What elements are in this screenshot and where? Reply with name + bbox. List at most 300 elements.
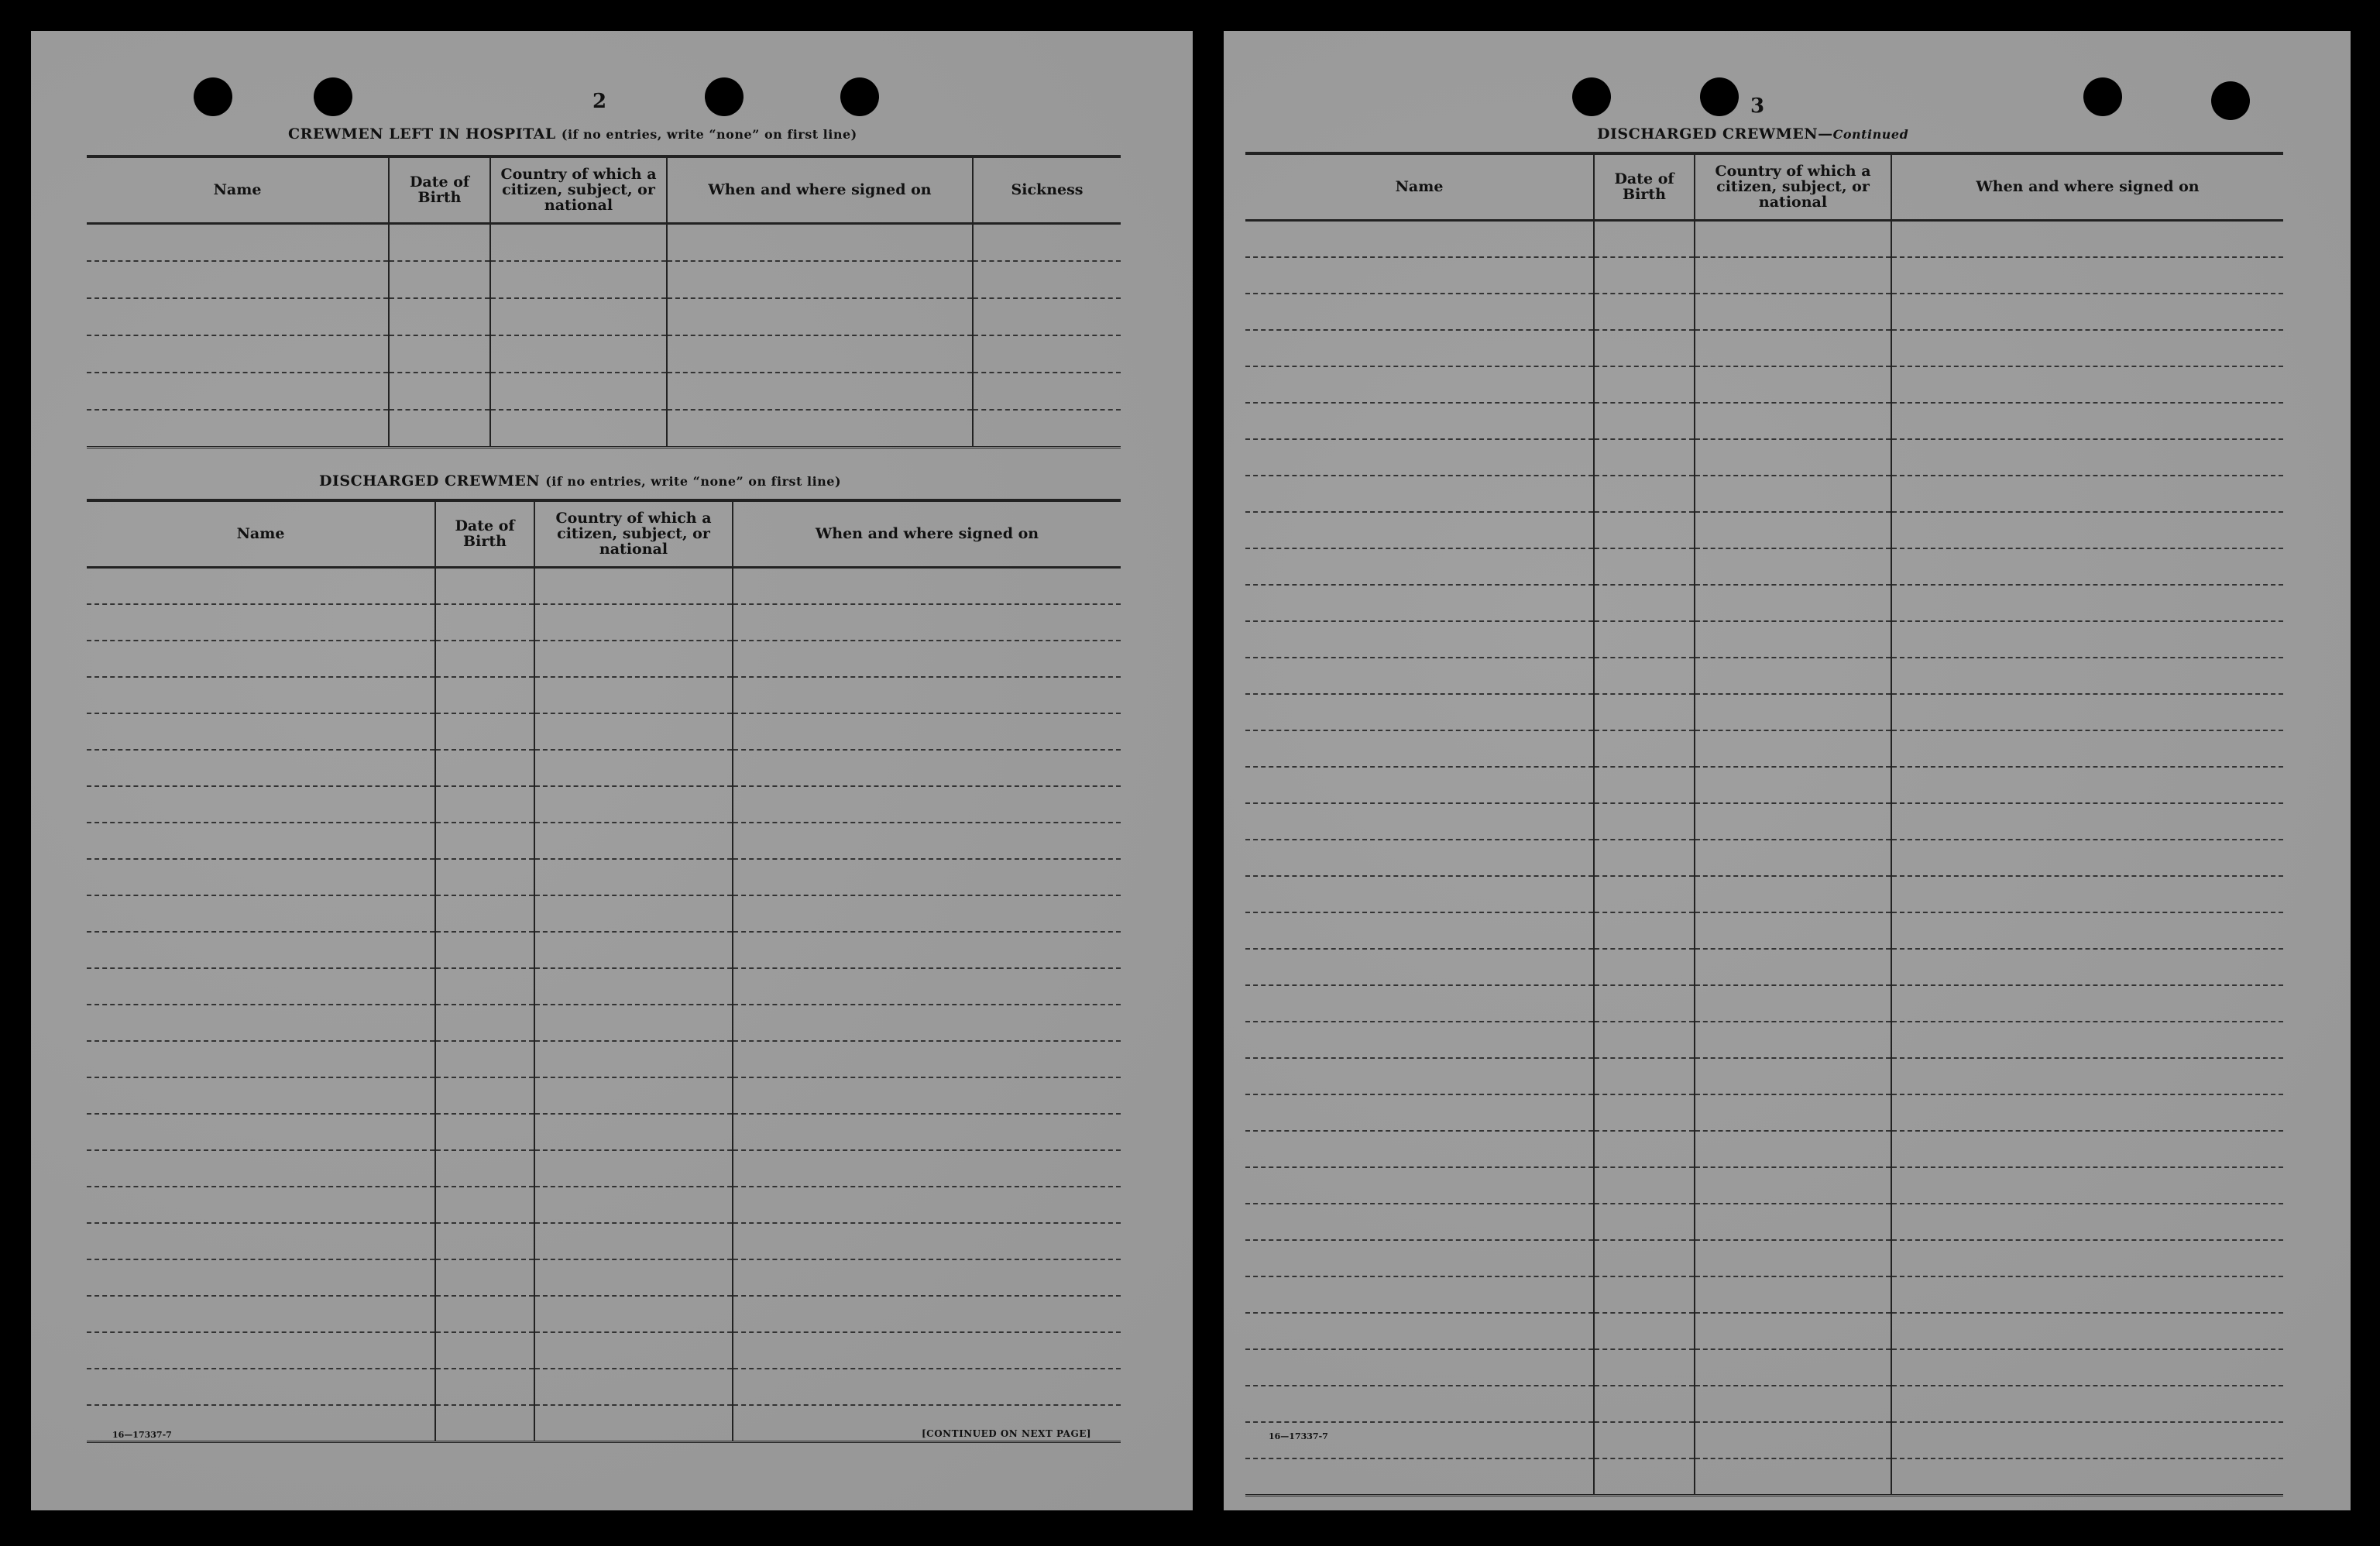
- blank-entry-row: [1245, 1167, 2283, 1204]
- blank-entry-cell: [389, 261, 490, 298]
- blank-entry-row: [1245, 548, 2283, 585]
- blank-entry-row: [87, 1114, 1121, 1150]
- blank-entry-cell: [1695, 548, 1891, 585]
- blank-entry-cell: [1594, 912, 1695, 949]
- punch-hole: [1700, 77, 1739, 116]
- blank-entry-cell: [733, 1223, 1121, 1259]
- blank-entry-row: [1245, 257, 2283, 294]
- blank-entry-row: [87, 1077, 1121, 1114]
- blank-entry-cell: [1695, 840, 1891, 876]
- punch-hole: [2083, 77, 2122, 116]
- blank-entry-cell: [87, 968, 435, 1005]
- form-code: 16—17337-7: [112, 1430, 172, 1440]
- blank-entry-cell: [1245, 548, 1594, 585]
- blank-entry-row: [1245, 1240, 2283, 1276]
- blank-entry-row: [87, 335, 1121, 373]
- blank-entry-cell: [1891, 658, 2283, 694]
- blank-entry-cell: [733, 604, 1121, 641]
- blank-entry-cell: [87, 1369, 435, 1405]
- blank-entry-cell: [1891, 1349, 2283, 1386]
- blank-entry-cell: [389, 298, 490, 335]
- blank-entry-cell: [435, 1041, 534, 1077]
- blank-entry-cell: [490, 261, 667, 298]
- blank-entry-cell: [87, 823, 435, 859]
- blank-entry-row: [1245, 840, 2283, 876]
- blank-entry-cell: [1245, 1094, 1594, 1131]
- blank-entry-cell: [1695, 294, 1891, 330]
- blank-entry-cell: [1695, 512, 1891, 548]
- blank-entry-cell: [1695, 476, 1891, 512]
- discharged-continued-table: [1245, 152, 2283, 1496]
- blank-entry-cell: [1695, 730, 1891, 767]
- blank-entry-cell: [534, 604, 733, 641]
- blank-entry-cell: [1594, 840, 1695, 876]
- blank-entry-cell: [534, 932, 733, 968]
- blank-entry-cell: [87, 1223, 435, 1259]
- column-header-signed-on: When and where signed on: [1891, 153, 2283, 220]
- blank-entry-cell: [435, 1405, 534, 1442]
- blank-entry-cell: [87, 298, 389, 335]
- column-header-country: Country of which a citizen, subject, or national: [534, 500, 733, 567]
- blank-entry-row: [87, 604, 1121, 641]
- blank-entry-row: [1245, 220, 2283, 257]
- blank-entry-cell: [1594, 1204, 1695, 1240]
- column-header-name: Name: [1245, 153, 1594, 220]
- blank-entry-cell: [1695, 985, 1891, 1022]
- blank-entry-cell: [1245, 621, 1594, 658]
- blank-entry-cell: [87, 1114, 435, 1150]
- blank-entry-cell: [1245, 1313, 1594, 1349]
- blank-entry-row: [87, 1150, 1121, 1187]
- column-header-signed-on: When and where signed on: [667, 156, 973, 223]
- blank-entry-cell: [1695, 220, 1891, 257]
- blank-entry-cell: [1891, 767, 2283, 803]
- blank-entry-cell: [1891, 476, 2283, 512]
- blank-entry-cell: [1891, 585, 2283, 621]
- blank-entry-cell: [1891, 1167, 2283, 1204]
- blank-entry-cell: [1594, 439, 1695, 476]
- blank-entry-cell: [1594, 1131, 1695, 1167]
- blank-entry-cell: [534, 1223, 733, 1259]
- blank-entry-cell: [435, 1332, 534, 1369]
- blank-entry-row: [1245, 912, 2283, 949]
- blank-entry-cell: [1891, 876, 2283, 912]
- blank-entry-cell: [534, 1259, 733, 1296]
- blank-entry-cell: [1245, 403, 1594, 439]
- blank-entry-cell: [1891, 985, 2283, 1022]
- blank-entry-cell: [87, 1077, 435, 1114]
- blank-entry-cell: [435, 823, 534, 859]
- blank-entry-row: [87, 567, 1121, 604]
- blank-entry-cell: [1594, 621, 1695, 658]
- blank-entry-cell: [490, 410, 667, 448]
- blank-entry-cell: [435, 1223, 534, 1259]
- blank-entry-cell: [1245, 767, 1594, 803]
- blank-entry-cell: [1695, 585, 1891, 621]
- blank-entry-cell: [1891, 840, 2283, 876]
- blank-entry-cell: [1891, 366, 2283, 403]
- blank-entry-cell: [1891, 257, 2283, 294]
- blank-entry-cell: [1594, 294, 1695, 330]
- blank-entry-cell: [1891, 1022, 2283, 1058]
- blank-entry-cell: [1891, 294, 2283, 330]
- blank-entry-cell: [1594, 730, 1695, 767]
- blank-entry-cell: [1891, 1204, 2283, 1240]
- blank-entry-row: [87, 1223, 1121, 1259]
- blank-entry-cell: [1594, 1349, 1695, 1386]
- blank-entry-cell: [1891, 730, 2283, 767]
- blank-entry-cell: [534, 1114, 733, 1150]
- blank-entry-cell: [1594, 220, 1695, 257]
- blank-entry-cell: [1594, 1058, 1695, 1094]
- blank-entry-cell: [87, 932, 435, 968]
- column-header-date-of-birth: Date of Birth: [389, 156, 490, 223]
- blank-entry-cell: [1245, 876, 1594, 912]
- blank-entry-cell: [1891, 1094, 2283, 1131]
- blank-entry-cell: [1891, 949, 2283, 985]
- blank-entry-cell: [1245, 1022, 1594, 1058]
- blank-entry-cell: [534, 1150, 733, 1187]
- blank-entry-cell: [1245, 1276, 1594, 1313]
- blank-entry-cell: [87, 261, 389, 298]
- blank-entry-cell: [1245, 949, 1594, 985]
- blank-entry-cell: [87, 859, 435, 895]
- blank-entry-cell: [733, 823, 1121, 859]
- blank-entry-row: [87, 1041, 1121, 1077]
- blank-entry-cell: [87, 677, 435, 713]
- blank-entry-cell: [534, 968, 733, 1005]
- blank-entry-cell: [87, 641, 435, 677]
- blank-entry-cell: [490, 373, 667, 410]
- blank-entry-cell: [1891, 912, 2283, 949]
- blank-entry-cell: [733, 1150, 1121, 1187]
- blank-entry-cell: [733, 932, 1121, 968]
- blank-entry-cell: [87, 567, 435, 604]
- blank-entry-cell: [1594, 985, 1695, 1022]
- blank-entry-cell: [1695, 257, 1891, 294]
- blank-entry-cell: [733, 1369, 1121, 1405]
- blank-entry-row: [1245, 985, 2283, 1022]
- blank-entry-cell: [87, 1150, 435, 1187]
- blank-entry-cell: [1594, 257, 1695, 294]
- blank-entry-cell: [733, 1296, 1121, 1332]
- blank-entry-cell: [534, 1005, 733, 1041]
- blank-entry-row: [1245, 403, 2283, 439]
- blank-entry-cell: [973, 298, 1121, 335]
- discharged-table: [87, 499, 1121, 1443]
- blank-entry-row: [87, 1259, 1121, 1296]
- discharged-continued-text: DISCHARGED CREWMEN—: [1597, 125, 1833, 143]
- hospital-table: [87, 155, 1121, 448]
- blank-entry-cell: [1695, 1204, 1891, 1240]
- blank-entry-row: [1245, 1022, 2283, 1058]
- blank-entry-cell: [1594, 694, 1695, 730]
- blank-entry-cell: [1891, 694, 2283, 730]
- blank-entry-cell: [1695, 949, 1891, 985]
- blank-entry-cell: [733, 895, 1121, 932]
- blank-entry-row: [87, 677, 1121, 713]
- blank-entry-cell: [733, 1005, 1121, 1041]
- blank-entry-cell: [534, 1405, 733, 1442]
- blank-entry-cell: [1594, 548, 1695, 585]
- blank-entry-row: [1245, 1058, 2283, 1094]
- blank-entry-cell: [667, 223, 973, 261]
- blank-entry-row: [87, 1187, 1121, 1223]
- blank-entry-cell: [667, 410, 973, 448]
- blank-entry-cell: [1695, 1131, 1891, 1167]
- blank-entry-cell: [534, 1369, 733, 1405]
- blank-entry-row: [1245, 730, 2283, 767]
- blank-entry-cell: [667, 298, 973, 335]
- blank-entry-cell: [435, 786, 534, 823]
- blank-entry-cell: [1891, 1458, 2283, 1496]
- blank-entry-row: [87, 786, 1121, 823]
- blank-entry-cell: [1891, 403, 2283, 439]
- blank-entry-cell: [1891, 512, 2283, 548]
- blank-entry-cell: [435, 713, 534, 750]
- blank-entry-cell: [87, 223, 389, 261]
- blank-entry-cell: [1891, 220, 2283, 257]
- blank-entry-cell: [1594, 1022, 1695, 1058]
- blank-entry-cell: [1245, 220, 1594, 257]
- right-form-page: [1224, 31, 2351, 1510]
- blank-entry-cell: [1695, 366, 1891, 403]
- blank-entry-cell: [1891, 621, 2283, 658]
- blank-entry-cell: [1695, 1313, 1891, 1349]
- blank-entry-cell: [733, 859, 1121, 895]
- blank-entry-cell: [534, 859, 733, 895]
- blank-entry-cell: [1245, 366, 1594, 403]
- blank-entry-cell: [534, 567, 733, 604]
- blank-entry-cell: [1245, 439, 1594, 476]
- blank-entry-cell: [1245, 694, 1594, 730]
- blank-entry-cell: [1245, 1240, 1594, 1276]
- blank-entry-cell: [87, 1187, 435, 1223]
- blank-entry-cell: [534, 1041, 733, 1077]
- blank-entry-row: [87, 298, 1121, 335]
- blank-entry-cell: [1891, 548, 2283, 585]
- blank-entry-cell: [534, 1187, 733, 1223]
- blank-entry-cell: [490, 223, 667, 261]
- blank-entry-cell: [87, 1332, 435, 1369]
- column-header-name: Name: [87, 500, 435, 567]
- blank-entry-cell: [435, 1114, 534, 1150]
- blank-entry-cell: [490, 298, 667, 335]
- blank-entry-cell: [534, 1077, 733, 1114]
- blank-entry-cell: [1891, 439, 2283, 476]
- blank-entry-cell: [1245, 512, 1594, 548]
- blank-entry-cell: [435, 859, 534, 895]
- blank-entry-cell: [1891, 1058, 2283, 1094]
- blank-entry-cell: [733, 1259, 1121, 1296]
- blank-entry-cell: [87, 335, 389, 373]
- blank-entry-row: [87, 823, 1121, 859]
- blank-entry-cell: [1695, 1058, 1891, 1094]
- blank-entry-cell: [435, 641, 534, 677]
- blank-entry-row: [87, 932, 1121, 968]
- blank-entry-cell: [1891, 1313, 2283, 1349]
- blank-entry-cell: [1891, 1131, 2283, 1167]
- blank-entry-cell: [1891, 1240, 2283, 1276]
- blank-entry-cell: [1695, 439, 1891, 476]
- punch-hole: [2211, 81, 2250, 120]
- discharged-continued-title: [1597, 125, 1908, 143]
- blank-entry-cell: [667, 261, 973, 298]
- blank-entry-cell: [435, 932, 534, 968]
- blank-entry-cell: [435, 1005, 534, 1041]
- blank-entry-cell: [667, 373, 973, 410]
- blank-entry-cell: [1594, 803, 1695, 840]
- blank-entry-cell: [389, 223, 490, 261]
- blank-entry-cell: [389, 373, 490, 410]
- blank-entry-cell: [435, 604, 534, 641]
- hospital-section-title: [288, 125, 857, 143]
- blank-entry-cell: [1245, 803, 1594, 840]
- blank-entry-cell: [973, 373, 1121, 410]
- page-number: 2: [592, 90, 607, 113]
- blank-entry-cell: [1695, 1240, 1891, 1276]
- blank-entry-cell: [1245, 330, 1594, 366]
- blank-entry-cell: [435, 968, 534, 1005]
- continued-suffix: Continued: [1832, 127, 1909, 142]
- blank-entry-cell: [1245, 1204, 1594, 1240]
- blank-entry-cell: [87, 895, 435, 932]
- punch-hole: [194, 77, 232, 116]
- blank-entry-cell: [534, 750, 733, 786]
- blank-entry-row: [1245, 1422, 2283, 1458]
- blank-entry-cell: [87, 373, 389, 410]
- blank-entry-cell: [1245, 476, 1594, 512]
- blank-entry-row: [1245, 803, 2283, 840]
- blank-entry-cell: [1594, 585, 1695, 621]
- blank-entry-cell: [1245, 585, 1594, 621]
- blank-entry-cell: [1695, 658, 1891, 694]
- hospital-title-note: (if no entries, write “none” on first line): [561, 127, 857, 142]
- blank-entry-cell: [733, 1187, 1121, 1223]
- punch-hole: [1572, 77, 1611, 116]
- blank-entry-cell: [87, 604, 435, 641]
- blank-entry-cell: [1594, 1167, 1695, 1204]
- blank-entry-cell: [1245, 1458, 1594, 1496]
- blank-entry-cell: [1695, 1422, 1891, 1458]
- blank-entry-row: [87, 859, 1121, 895]
- blank-entry-row: [1245, 767, 2283, 803]
- blank-entry-row: [1245, 330, 2283, 366]
- blank-entry-cell: [1594, 403, 1695, 439]
- blank-entry-cell: [1695, 403, 1891, 439]
- blank-entry-cell: [1695, 767, 1891, 803]
- blank-entry-cell: [1594, 1313, 1695, 1349]
- blank-entry-cell: [1695, 1276, 1891, 1313]
- blank-entry-row: [87, 223, 1121, 261]
- blank-entry-cell: [1695, 876, 1891, 912]
- blank-entry-cell: [534, 786, 733, 823]
- blank-entry-cell: [1695, 330, 1891, 366]
- blank-entry-row: [1245, 1131, 2283, 1167]
- blank-entry-cell: [733, 968, 1121, 1005]
- blank-entry-row: [87, 1005, 1121, 1041]
- blank-entry-cell: [1695, 803, 1891, 840]
- blank-entry-cell: [1245, 912, 1594, 949]
- blank-entry-cell: [1695, 1349, 1891, 1386]
- blank-entry-cell: [733, 641, 1121, 677]
- blank-entry-row: [87, 373, 1121, 410]
- form-code: 16—17337-7: [1269, 1431, 1328, 1441]
- column-header-name: Name: [87, 156, 389, 223]
- blank-entry-row: [87, 1369, 1121, 1405]
- blank-entry-cell: [1245, 1167, 1594, 1204]
- blank-entry-row: [87, 410, 1121, 448]
- blank-entry-row: [1245, 1313, 2283, 1349]
- blank-entry-cell: [1891, 330, 2283, 366]
- blank-entry-cell: [973, 223, 1121, 261]
- blank-entry-cell: [733, 713, 1121, 750]
- blank-entry-cell: [1891, 803, 2283, 840]
- blank-entry-cell: [1245, 257, 1594, 294]
- blank-entry-row: [1245, 621, 2283, 658]
- blank-entry-cell: [1245, 1386, 1594, 1422]
- blank-entry-row: [1245, 512, 2283, 548]
- blank-entry-cell: [973, 261, 1121, 298]
- blank-entry-cell: [1594, 1386, 1695, 1422]
- blank-entry-row: [87, 641, 1121, 677]
- blank-entry-cell: [1891, 1422, 2283, 1458]
- blank-entry-cell: [1594, 476, 1695, 512]
- blank-entry-cell: [435, 677, 534, 713]
- blank-entry-cell: [87, 1041, 435, 1077]
- punch-hole: [705, 77, 744, 116]
- blank-entry-cell: [733, 1041, 1121, 1077]
- blank-entry-cell: [733, 1114, 1121, 1150]
- blank-entry-row: [1245, 366, 2283, 403]
- blank-entry-cell: [1594, 1240, 1695, 1276]
- blank-entry-row: [87, 1332, 1121, 1369]
- blank-entry-cell: [534, 713, 733, 750]
- blank-entry-cell: [534, 895, 733, 932]
- blank-entry-cell: [435, 567, 534, 604]
- blank-entry-cell: [435, 1150, 534, 1187]
- blank-entry-row: [1245, 694, 2283, 730]
- blank-entry-row: [1245, 294, 2283, 330]
- column-header-date-of-birth: Date of Birth: [1594, 153, 1695, 220]
- blank-entry-cell: [667, 335, 973, 373]
- blank-entry-cell: [1245, 985, 1594, 1022]
- punch-hole: [840, 77, 879, 116]
- blank-entry-row: [87, 261, 1121, 298]
- discharged-title-note: (if no entries, write “none” on first line): [545, 474, 842, 489]
- blank-entry-cell: [87, 786, 435, 823]
- blank-entry-cell: [1891, 1276, 2283, 1313]
- blank-entry-cell: [973, 335, 1121, 373]
- blank-entry-cell: [389, 335, 490, 373]
- column-header-date-of-birth: Date of Birth: [435, 500, 534, 567]
- blank-entry-cell: [87, 713, 435, 750]
- blank-entry-cell: [1594, 512, 1695, 548]
- blank-entry-cell: [1594, 366, 1695, 403]
- blank-entry-cell: [534, 1296, 733, 1332]
- blank-entry-row: [1245, 876, 2283, 912]
- punch-hole: [314, 77, 352, 116]
- blank-entry-cell: [1695, 912, 1891, 949]
- blank-entry-cell: [1594, 1094, 1695, 1131]
- column-header-sickness: Sickness: [973, 156, 1121, 223]
- column-header-signed-on: When and where signed on: [733, 500, 1121, 567]
- blank-entry-cell: [435, 895, 534, 932]
- blank-entry-cell: [733, 750, 1121, 786]
- hospital-title-text: CREWMEN LEFT IN HOSPITAL: [288, 125, 556, 143]
- blank-entry-cell: [1695, 1458, 1891, 1496]
- blank-entry-cell: [1594, 330, 1695, 366]
